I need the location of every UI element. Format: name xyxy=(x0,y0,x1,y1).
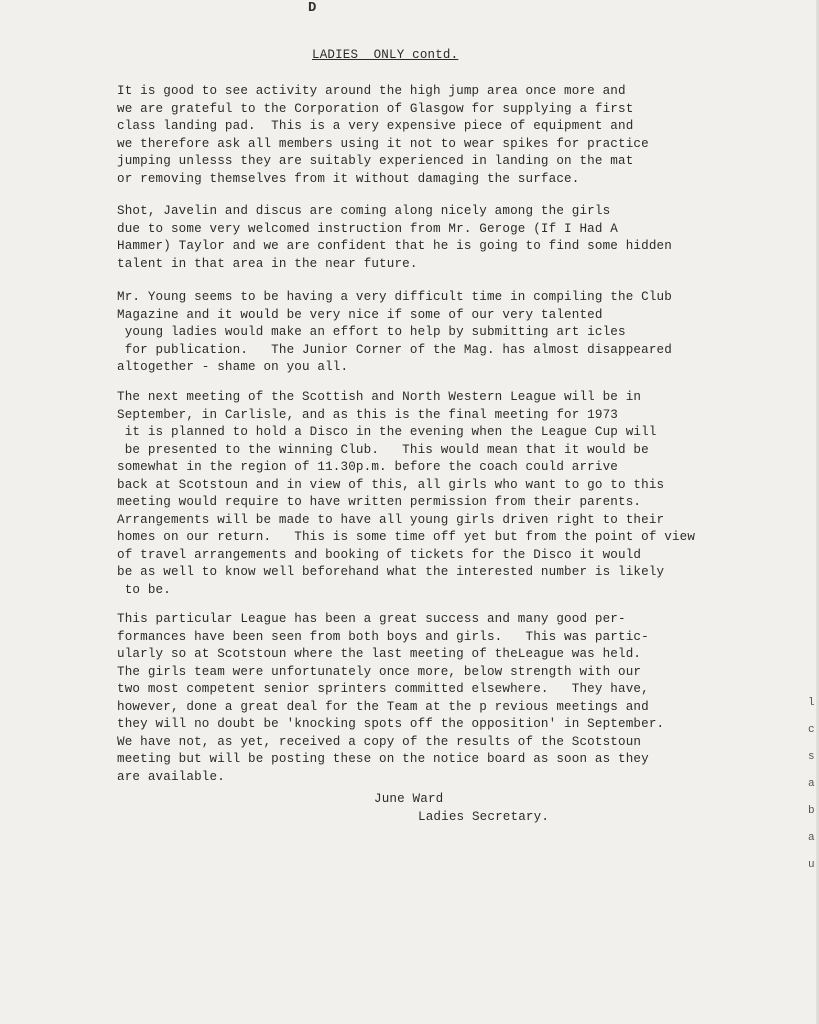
paragraph-magazine xyxy=(117,289,672,377)
signature-block xyxy=(374,790,549,826)
text-line: September, in Carlisle, and as this is the final meeting for 1973 xyxy=(117,407,618,422)
text-line: class landing pad. This is a very expensive piece of equipment and xyxy=(117,119,634,133)
text-line: This particular League has been a great success and many good per- xyxy=(117,612,626,626)
text-line: they will no doubt be 'knocking spots off the opposition' in September. xyxy=(117,717,665,731)
text-line: somewhat in the region of 11.30p.m. before the coach could arrive xyxy=(117,460,618,474)
text-line: homes on our return. This is some time off yet but from the point of view xyxy=(117,530,696,544)
margin-letter: u xyxy=(808,859,815,871)
paragraph-throwing xyxy=(117,203,672,273)
text-line: we are grateful to the Corporation of Glasgow for supplying a first xyxy=(117,101,634,116)
page-mark: D xyxy=(308,0,317,16)
text-line: Shot, Javelin and discus are coming along nicely among the girls xyxy=(117,204,611,218)
margin-letter: s xyxy=(808,751,815,763)
text-line: for publication. The Junior Corner of the Mag. has almost disappeared xyxy=(117,342,672,357)
text-line: or removing themselves from it without damaging the surface. xyxy=(117,171,580,186)
margin-letter: a xyxy=(808,832,815,844)
text-line: of travel arrangements and booking of tickets for the Disco it would xyxy=(117,547,642,562)
text-line: we therefore ask all members using it not to wear spikes for practice xyxy=(117,136,649,151)
text-line: formances have been seen from both boys and girls. This was partic- xyxy=(117,629,649,644)
text-line: be presented to the winning Club. This would mean that it would be xyxy=(117,442,649,457)
text-line: We have not, as yet, received a copy of the results of the Scotstoun xyxy=(117,734,642,749)
text-line: to be. xyxy=(117,582,171,597)
margin-letter: b xyxy=(808,805,815,817)
text-line: meeting would require to have written permission from their parents. xyxy=(117,495,642,509)
margin-letter: c xyxy=(808,724,815,736)
text-line: It is good to see activity around the high jump area once more and xyxy=(117,84,626,98)
text-line: it is planned to hold a Disco in the evening when the League Cup will xyxy=(117,425,657,439)
signature-name: June Ward xyxy=(374,792,444,806)
text-line: are available. xyxy=(117,769,225,784)
paragraph-league-meeting xyxy=(117,389,695,599)
text-line: due to some very welcomed instruction from Mr. Geroge (If I Had A xyxy=(117,221,618,236)
text-line: two most competent senior sprinters committed elsewhere. They have, xyxy=(117,682,649,696)
signature-role: Ladies Secretary. xyxy=(418,810,550,824)
document-title: LADIES ONLY contd. xyxy=(312,48,459,62)
text-line: jumping unlesss they are suitably experienced in landing on the mat xyxy=(117,154,634,168)
margin-letter: l xyxy=(808,697,815,709)
paragraph-high-jump xyxy=(117,83,649,188)
text-line: ularly so at Scotstoun where the last meeting of theLeague was held. xyxy=(117,647,642,661)
paragraph-league-success xyxy=(117,611,664,786)
text-line: however, done a great deal for the Team at the p revious meetings and xyxy=(117,699,649,714)
text-line: Magazine and it would be very nice if some of our very talented xyxy=(117,307,603,322)
text-line: back at Scotstoun and in view of this, all girls who want to go to this xyxy=(117,477,665,492)
text-line: The next meeting of the Scottish and North Western League will be in xyxy=(117,390,642,404)
text-line: meeting but will be posting these on the notice board as soon as they xyxy=(117,752,649,766)
text-line: young ladies would make an effort to help by submitting art icles xyxy=(117,325,626,339)
text-line: be as well to know well beforehand what the interested number is likely xyxy=(117,565,665,579)
text-line: Hammer) Taylor and we are confident that he is going to find some hidden xyxy=(117,239,672,253)
text-line: talent in that area in the near future. xyxy=(117,256,418,271)
text-line: The girls team were unfortunately once more, below strength with our xyxy=(117,664,642,679)
text-line: Mr. Young seems to be having a very difficult time in compiling the Club xyxy=(117,290,672,304)
margin-letter: a xyxy=(808,778,815,790)
text-line: Arrangements will be made to have all young girls driven right to their xyxy=(117,512,665,527)
text-line: altogether - shame on you all. xyxy=(117,360,349,374)
